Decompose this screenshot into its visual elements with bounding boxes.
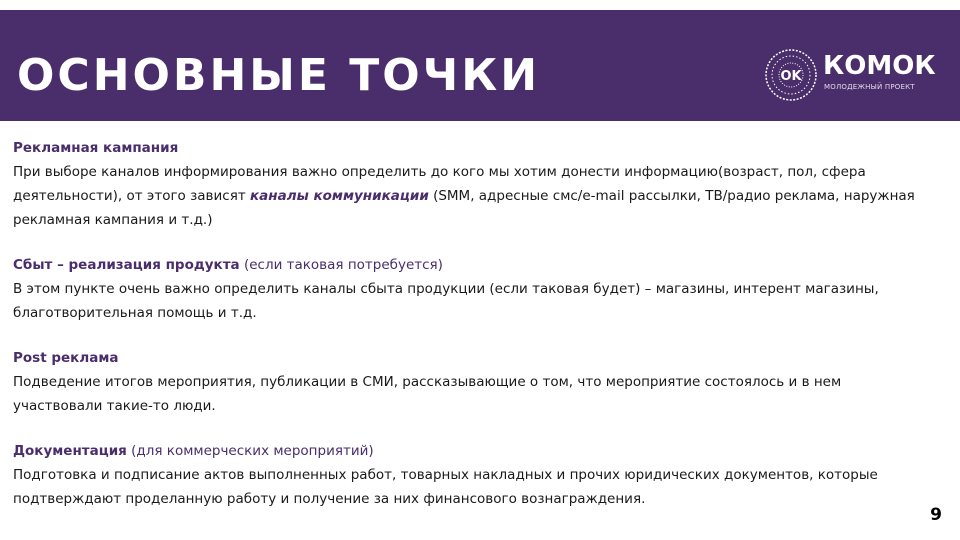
body-text: При выборе каналов информирования важно определить до кого мы хотим донести информацию(возраст, пол, сфера деятельности), от этого зависят xyxy=(13,164,866,204)
section-body: Подведение итогов мероприятия, публикации в СМИ, рассказывающие о том, что мероприятие состоялось и в нем участвовали такие-то люди. xyxy=(13,374,842,414)
section-heading-line xyxy=(13,346,933,370)
section-heading: Post реклама xyxy=(13,350,119,366)
emphasized-text: каналы коммуникации xyxy=(249,188,429,204)
section-heading: Рекламная кампания xyxy=(13,140,179,156)
section-heading-note: (для коммерческих мероприятий) xyxy=(126,443,374,459)
section-body: Подготовка и подписание актов выполненных работ, товарных накладных и прочих юридических документов, которые подтверждают проделанную работу и получение за них финансового вознаграждения. xyxy=(13,467,878,507)
section-heading-note: (если таковая потребуется) xyxy=(239,257,443,273)
section-heading-line xyxy=(13,136,933,160)
ok-circle-logo-icon xyxy=(764,48,818,102)
logo-mark-text: OK xyxy=(780,69,802,84)
logo-name: КОМОК xyxy=(823,51,936,81)
komok-logo xyxy=(764,48,954,108)
slide-title: ОСНОВНЫЕ ТОЧКИ xyxy=(17,50,541,101)
section-body: В этом пункте очень важно определить каналы сбыта продукции (если таковая будет) – магазины, интерент магазины, благотворительная помощь и т.д. xyxy=(13,281,879,321)
section-heading-line xyxy=(13,439,933,463)
section-documentation xyxy=(13,439,933,511)
page-number: 9 xyxy=(930,505,942,525)
section-heading: Документация xyxy=(13,443,127,459)
section-heading-line xyxy=(13,253,933,277)
section-heading: Сбыт – реализация продукта xyxy=(13,257,240,273)
logo-subtitle: МОЛОДЕЖНЫЙ ПРОЕКТ xyxy=(824,83,915,91)
body-text-after: (SMM, адресные смс/e-mail рассылки, ТВ/радио реклама, наружная рекламная кампания и т.д.) xyxy=(13,188,915,228)
section-sales xyxy=(13,253,933,325)
section-post-advertising xyxy=(13,346,933,418)
title-banner xyxy=(0,10,960,121)
section-advertising xyxy=(13,136,933,232)
slide-content xyxy=(13,136,933,532)
section-body xyxy=(13,160,933,232)
